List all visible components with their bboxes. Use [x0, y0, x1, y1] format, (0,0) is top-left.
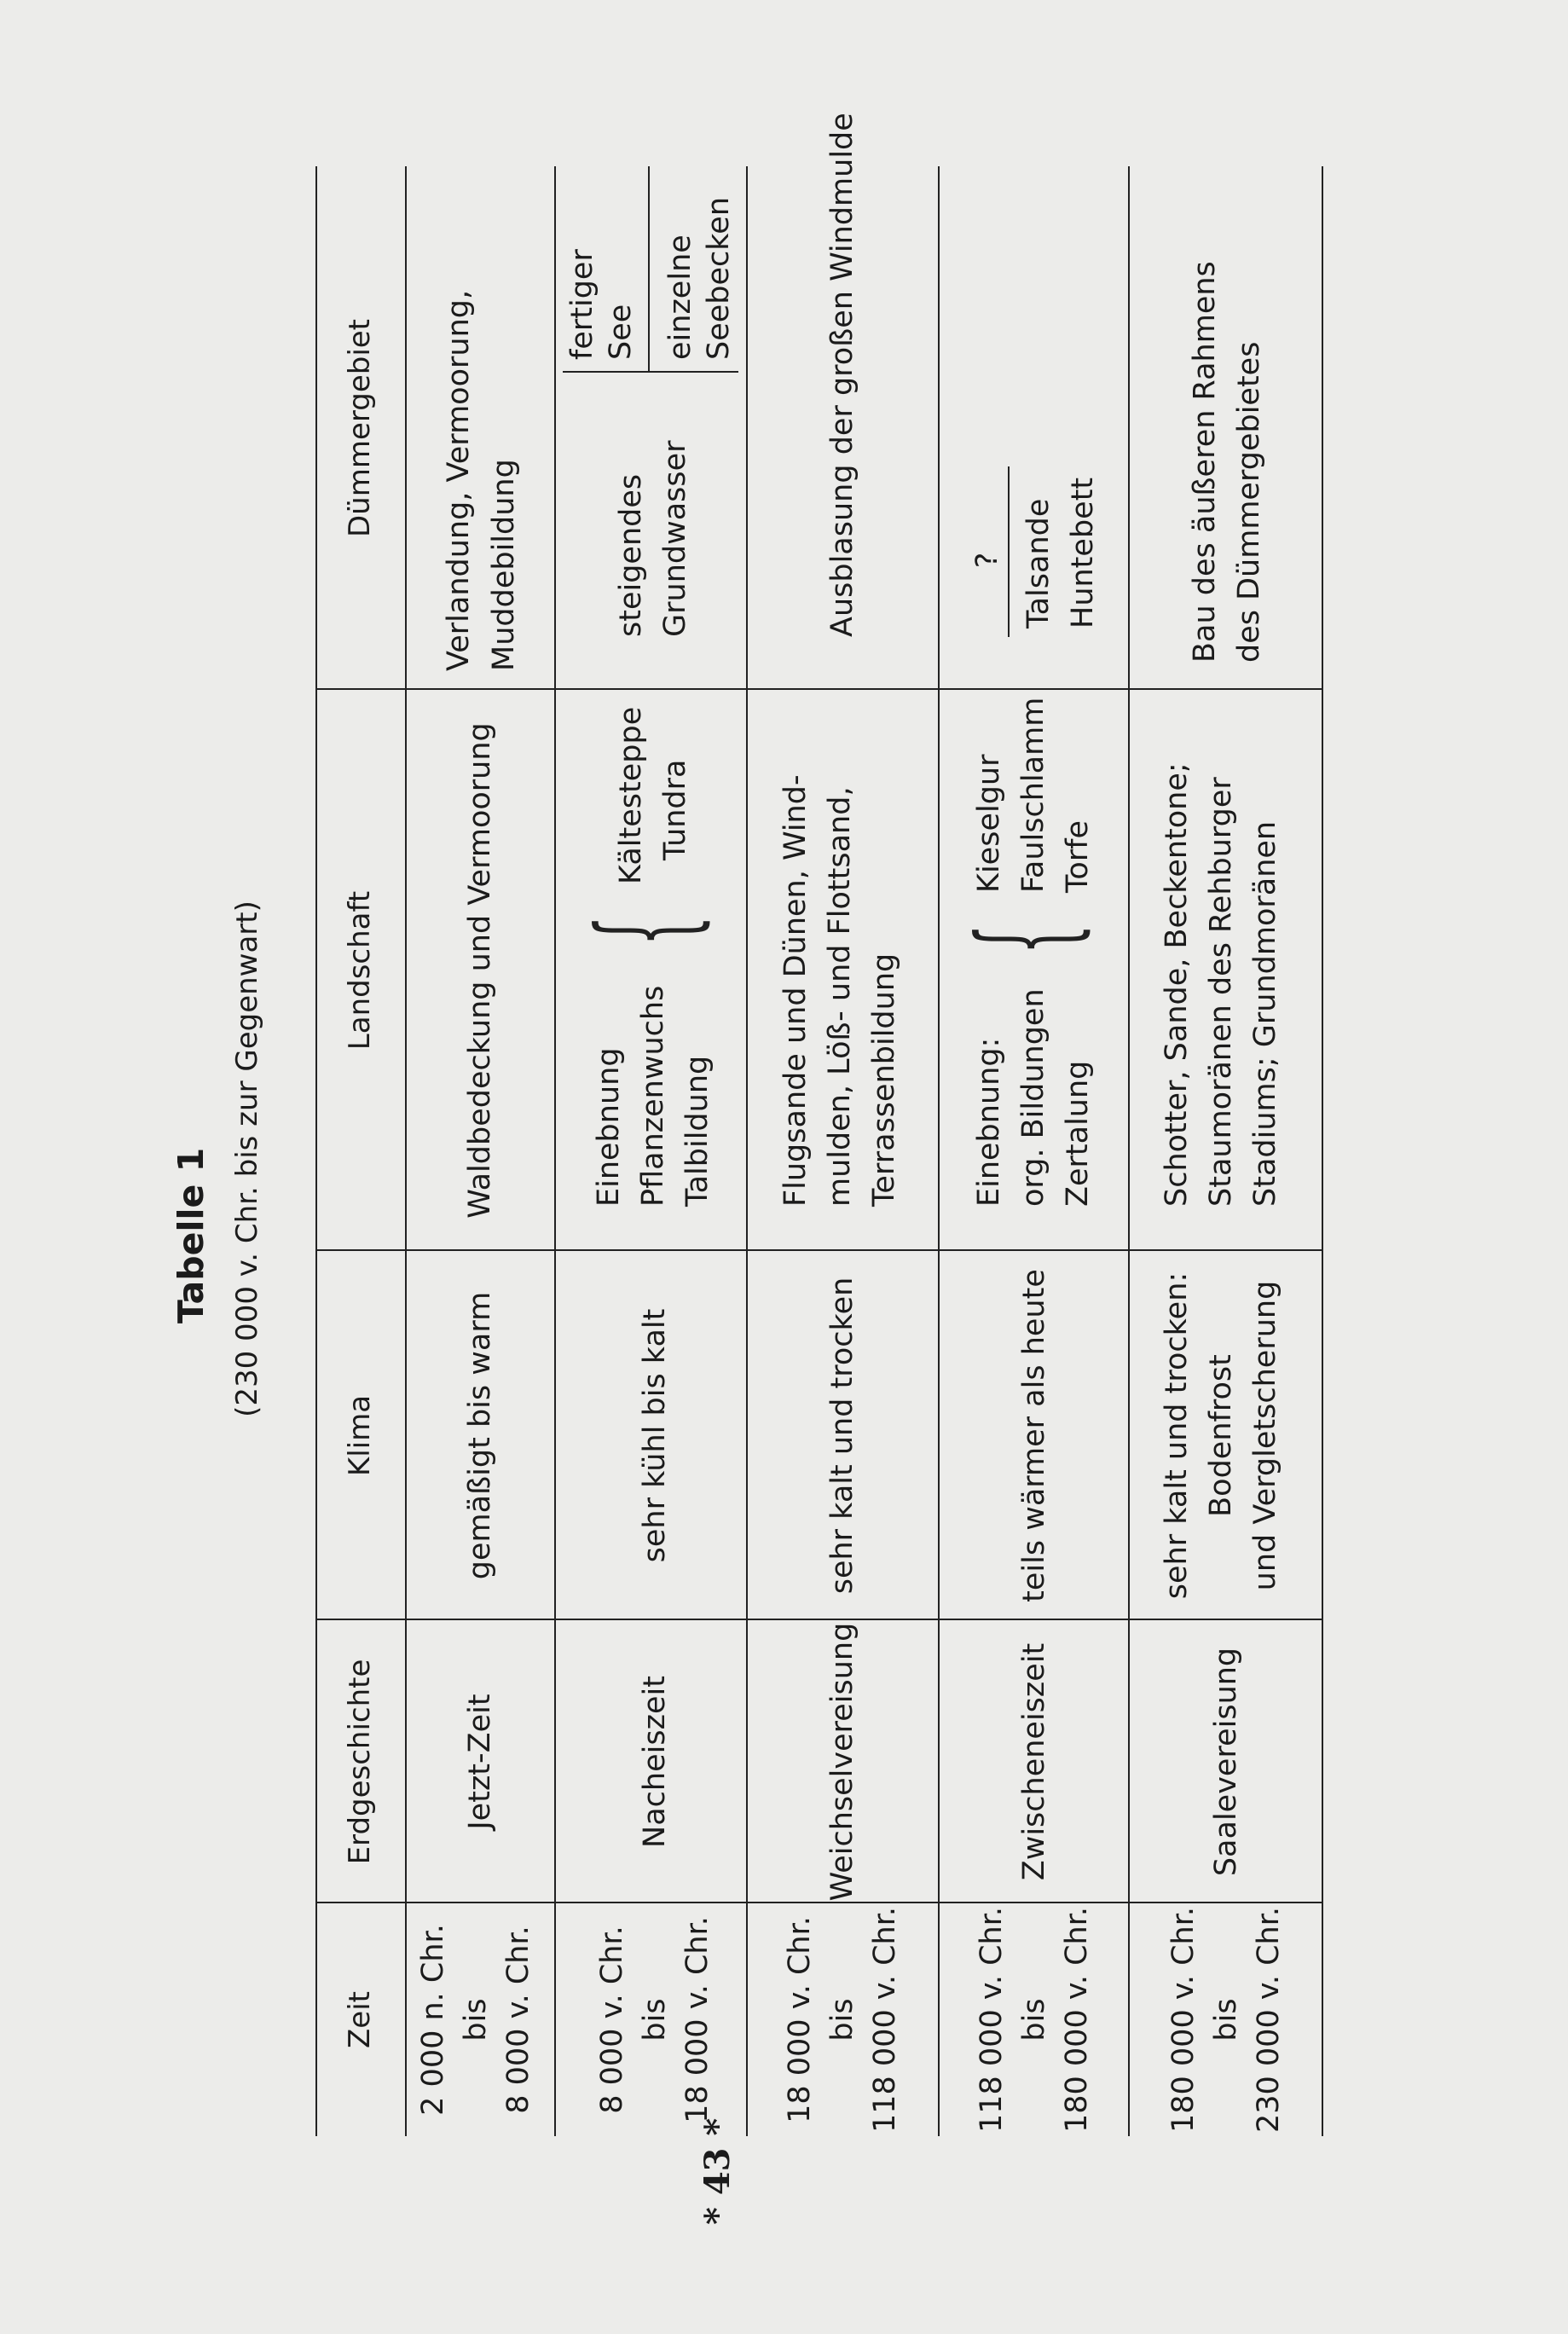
row5-duemmer-line1: Bau des äußeren Rahmens — [1188, 261, 1222, 663]
row4-landschaft-brace: { — [952, 924, 1100, 955]
duemmer-split-vertical — [563, 371, 738, 373]
row4-duemmer-line1: Talsande — [1021, 498, 1056, 628]
row2-duemmer-upper-1: fertiger — [565, 249, 599, 360]
row4-landschaft-right-3: Torfe — [1061, 820, 1095, 893]
row3-zeit-to: 118 000 v. Chr. — [868, 1906, 902, 2134]
row1-klima: gemäßigt bis warm — [463, 1291, 497, 1580]
row2-landschaft-left-3: Talbildung — [680, 1055, 715, 1207]
row5-klima-line2: Bodenfrost — [1204, 1354, 1238, 1517]
row1-zeit-to: 8 000 v. Chr. — [501, 1926, 535, 2114]
row3-zeit-from: 18 000 v. Chr. — [783, 1916, 817, 2123]
row4-landschaft-left-1: Einebnung: — [972, 1037, 1006, 1207]
header-klima: Klima — [343, 1394, 377, 1477]
row1-duemmer-line1: Verlandung, Vermoorung, — [442, 289, 476, 671]
row4-duemmer-question: ? — [970, 552, 1004, 569]
page-number: * 43 * — [697, 2117, 738, 2225]
row2-landschaft-right-2: Tundra — [658, 759, 692, 860]
row-divider-3 — [938, 166, 940, 2136]
row1-zeit-from: 2 000 n. Chr. — [416, 1924, 450, 2116]
duemmer-split-horizontal — [648, 166, 650, 373]
row1-erdgeschichte: Jetzt-Zeit — [463, 1694, 497, 1830]
table-subtitle: (230 000 v. Chr. bis zur Gegenwart) — [230, 901, 264, 1417]
row4-landschaft-right-2: Faulschlamm — [1016, 697, 1050, 893]
row3-klima: sehr kalt und trocken — [825, 1277, 859, 1595]
row3-erdgeschichte: Weichselvereisung — [825, 1622, 859, 1902]
row5-landschaft-line2: Staumoränen des Rehburger — [1204, 777, 1238, 1207]
table-top-rule — [315, 166, 317, 2136]
row4-zeit-bis: bis — [1017, 1998, 1051, 2042]
row3-duemmer: Ausblasung der großen Windmulde — [825, 113, 859, 637]
row5-klima-line3: und Vergletscherung — [1248, 1280, 1282, 1591]
row4-landschaft-right-1: Kieselgur — [972, 754, 1006, 893]
row3-landschaft-line3: Terrassenbildung — [867, 953, 901, 1207]
row4-landschaft-left-3: Zertalung — [1061, 1060, 1095, 1207]
header-erdgeschichte: Erdgeschichte — [343, 1659, 377, 1865]
row2-zeit-from: 8 000 v. Chr. — [595, 1926, 629, 2114]
row2-duemmer-main-1: steigendes — [614, 473, 648, 637]
row2-zeit-bis: bis — [638, 1998, 672, 2042]
row5-zeit-from: 180 000 v. Chr. — [1166, 1906, 1201, 2134]
row2-duemmer-lower-1: einzelne — [663, 235, 697, 360]
row1-zeit-bis: bis — [459, 1998, 493, 2042]
row4-zeit-to: 180 000 v. Chr. — [1060, 1906, 1094, 2134]
row3-landschaft-line1: Flugsande und Dünen, Wind- — [778, 774, 813, 1207]
row3-landschaft-line2: mulden, Löß- und Flottsand, — [823, 786, 857, 1207]
row2-erdgeschichte: Nacheiszeit — [638, 1676, 672, 1848]
row5-duemmer-line2: des Dümmergebietes — [1232, 341, 1266, 663]
row4-erdgeschichte: Zwischeneiszeit — [1017, 1642, 1051, 1881]
row2-duemmer-upper-2: See — [604, 304, 638, 360]
row2-zeit-to: 18 000 v. Chr. — [680, 1916, 715, 2123]
row5-klima-line1: sehr kalt und trocken: — [1160, 1271, 1194, 1600]
row4-duemmer-line2: Huntebett — [1066, 477, 1100, 628]
row1-duemmer-line2: Muddebildung — [487, 459, 521, 671]
row5-zeit-bis: bis — [1209, 1998, 1243, 2042]
row4-klima: teils wärmer als heute — [1017, 1269, 1051, 1602]
row2-landschaft-left-1: Einebnung — [592, 1047, 626, 1207]
table-bottom-rule — [1322, 166, 1323, 2136]
row4-zeit-from: 118 000 v. Chr. — [975, 1906, 1009, 2134]
row5-zeit-to: 230 000 v. Chr. — [1252, 1906, 1286, 2134]
row3-zeit-bis: bis — [825, 1998, 859, 2042]
row2-landschaft-brace: { — [571, 915, 720, 947]
row4-landschaft-left-2: org. Bildungen — [1016, 988, 1050, 1207]
header-separator — [405, 166, 407, 2136]
row5-landschaft-line1: Schotter, Sande, Beckentone; — [1160, 762, 1194, 1207]
row-divider-2 — [746, 166, 748, 2136]
row2-klima: sehr kühl bis kalt — [638, 1308, 672, 1563]
row1-landschaft: Waldbedeckung und Vermoorung — [463, 722, 497, 1219]
row5-landschaft-line3: Stadiums; Grundmoränen — [1248, 820, 1282, 1207]
row2-duemmer-main-2: Grundwasser — [658, 440, 692, 637]
header-zeit: Zeit — [343, 1991, 377, 2048]
header-landschaft: Landschaft — [343, 890, 377, 1051]
header-duemmergebiet: Dümmergebiet — [343, 318, 377, 538]
row2-duemmer-lower-2: Seebecken — [702, 196, 736, 360]
row2-landschaft-left-2: Pflanzenwuchs — [636, 985, 670, 1207]
row-divider-1 — [554, 166, 556, 2136]
row-divider-4 — [1128, 166, 1130, 2136]
row5-erdgeschichte: Saalevereisung — [1209, 1647, 1243, 1877]
row2-landschaft-right-1: Kältesteppe — [614, 706, 648, 884]
table-title: Tabelle 1 — [171, 1147, 211, 1324]
